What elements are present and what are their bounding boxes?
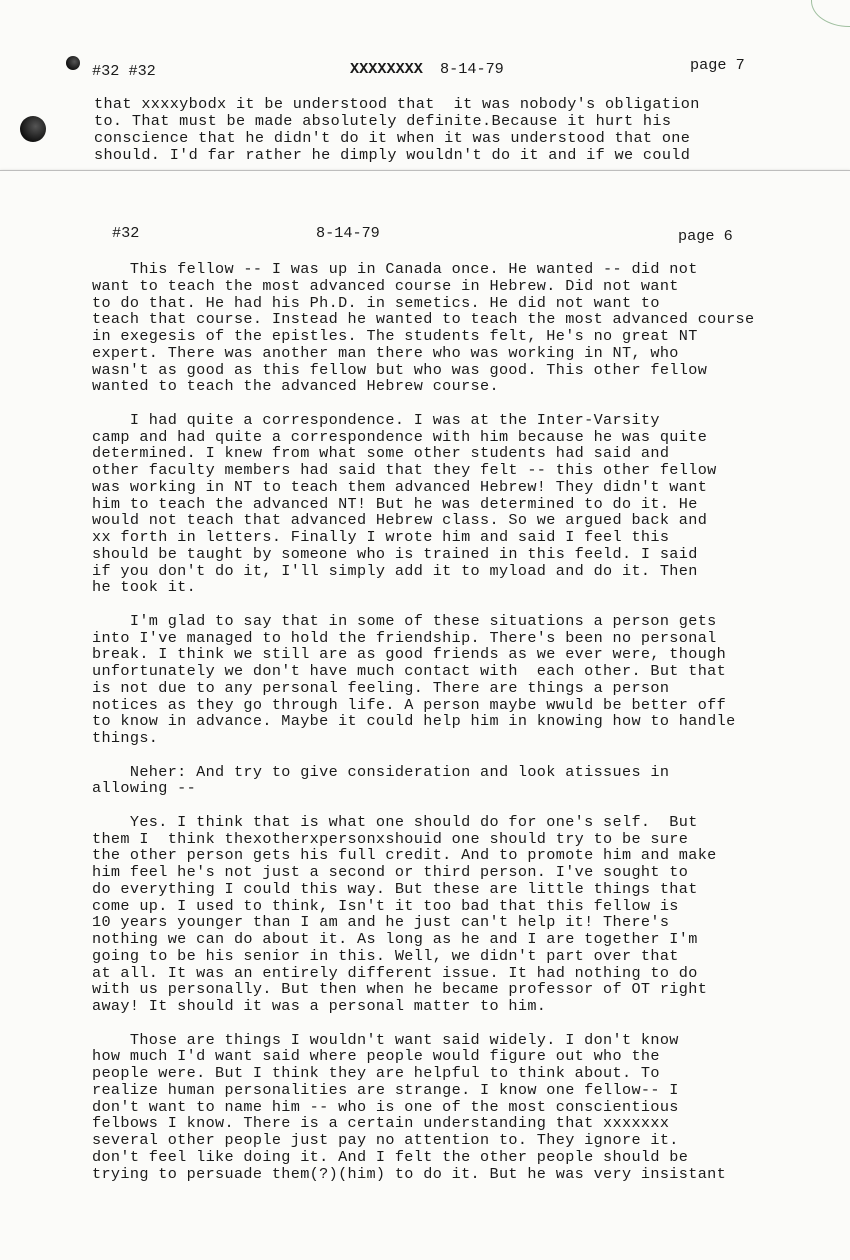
front-page-case-number: #32 xyxy=(112,224,140,242)
text-line: Those are things I wouldn't want said widely. I don't know xyxy=(92,1030,679,1049)
text-line: Neher: And try to give consideration and look atissues in xyxy=(92,762,670,781)
text-line: people were. But I think they are helpful to think about. To xyxy=(92,1064,660,1082)
text-line: This fellow -- I was up in Canada once. He wanted -- did not xyxy=(92,260,698,278)
text-line: would not teach that advanced Hebrew class. So we argued back and xyxy=(92,511,708,530)
text-line: in exegesis of the epistles. The students felt, He's no great NT xyxy=(92,327,698,345)
staple-mark-icon xyxy=(66,56,80,70)
front-page-sheet xyxy=(0,170,850,1260)
text-line: break. I think we still are as good friends as we ever were, though xyxy=(92,645,727,664)
text-line: the other person gets his full credit. And to promote him and make xyxy=(92,846,717,865)
text-line: him feel he's not just a second or third person. I've sought to xyxy=(92,863,689,881)
text-line: to know in advance. Maybe it could help him in knowing how to handle xyxy=(92,712,736,731)
text-line: how much I'd want said where people would figure out who the xyxy=(92,1047,660,1066)
text-line: things. xyxy=(92,729,159,747)
text-line: other faculty members had said that they felt -- this other fellow xyxy=(92,461,717,479)
text-line: determined. I knew from what some other students had said and xyxy=(92,444,670,463)
text-line: to. That must be made absolutely definite.Because it hurt his xyxy=(94,112,672,130)
text-line: wasn't as good as this fellow but who was good. This other fellow xyxy=(92,360,708,379)
text-line: I had quite a correspondence. I was at the Inter-Varsity xyxy=(92,410,660,429)
text-line: want to teach the most advanced course in Hebrew. Did not want xyxy=(92,276,679,295)
page-corner-curl xyxy=(811,0,850,27)
text-line: 10 years younger than I am and he just can't help it! There's xyxy=(92,913,670,932)
text-line: wanted to teach the advanced Hebrew course. xyxy=(92,377,499,396)
text-line: that xxxxybodx it be understood that it was nobody's obligation xyxy=(94,95,700,113)
text-line: do everything I could this way. But these are little things that xyxy=(92,879,698,898)
text-line: with us personally. But then when he became professor of OT right xyxy=(92,980,708,999)
text-line: don't want to name him -- who is one of the most conscientious xyxy=(92,1097,679,1116)
text-line: away! It should it was a personal matter to him. xyxy=(92,997,547,1015)
text-line: into I've managed to hold the friendship. There's been no personal xyxy=(92,628,717,647)
text-line: should be taught by someone who is trained in this feeld. I said xyxy=(92,544,698,563)
text-line: going to be his senior in this. Well, we didn't part over that xyxy=(92,946,679,965)
text-line: felbows I know. There is a certain understanding that xxxxxxx xyxy=(92,1114,670,1133)
back-page-struck-text: XXXXXXXX xyxy=(350,60,423,78)
text-line: don't feel like doing it. And I felt the other people should be xyxy=(92,1147,689,1166)
back-page-case-number: #32 #32 xyxy=(92,62,156,80)
text-line: should. I'd far rather he dimply wouldn't do it and if we could xyxy=(94,146,691,164)
back-page-sheet xyxy=(0,0,850,175)
text-line: he took it. xyxy=(92,578,197,597)
hole-punch-icon xyxy=(20,116,46,142)
text-line: several other people just pay no attention to. They ignore it. xyxy=(92,1131,679,1149)
text-line: xx forth in letters. Finally I wrote him and said I feel this xyxy=(92,528,670,546)
text-line: Yes. I think that is what one should do for one's self. But xyxy=(92,812,698,831)
text-line: nothing we can do about it. As long as he and I are together I'm xyxy=(92,930,698,948)
front-page-number: page 6 xyxy=(678,227,733,245)
text-line: trying to persuade them(?)(him) to do it. But he was very insistant xyxy=(92,1164,727,1183)
text-line: them I think thexotherxpersonxshouid one should try to be sure xyxy=(92,829,689,848)
text-line: is not due to any personal feeling. There are things a person xyxy=(92,678,670,697)
text-line: teach that course. Instead he wanted to teach the most advanced course xyxy=(92,310,755,329)
front-page-date: 8-14-79 xyxy=(316,224,380,242)
text-line: camp and had quite a correspondence with him because he was quite xyxy=(92,427,708,446)
text-line: at all. It was an entirely different issue. It had nothing to do xyxy=(92,963,698,982)
text-line: if you don't do it, I'll simply add it to myload and do it. Then xyxy=(92,561,698,580)
text-line: notices as they go through life. A person maybe wwuld be better off xyxy=(92,695,727,714)
text-line: expert. There was another man there who was working in NT, who xyxy=(92,343,679,362)
text-line: was working in NT to teach them advanced Hebrew! They didn't want xyxy=(92,477,708,496)
text-line: to do that. He had his Ph.D. in semetics. He did not want to xyxy=(92,293,660,312)
back-page-date: 8-14-79 xyxy=(440,60,504,78)
text-line: him to teach the advanced NT! But he was determined to do it. He xyxy=(92,494,698,513)
back-page-number: page 7 xyxy=(690,56,745,74)
text-line: allowing -- xyxy=(92,779,197,798)
text-line: conscience that he didn't do it when it was understood that one xyxy=(94,129,691,147)
text-line: come up. I used to think, Isn't it too bad that this fellow is xyxy=(92,896,679,915)
text-line: unfortunately we don't have much contact with each other. But that xyxy=(92,662,727,680)
text-line: I'm glad to say that in some of these situations a person gets xyxy=(92,611,717,630)
text-line: realize human personalities are strange. I know one fellow-- I xyxy=(92,1080,679,1099)
